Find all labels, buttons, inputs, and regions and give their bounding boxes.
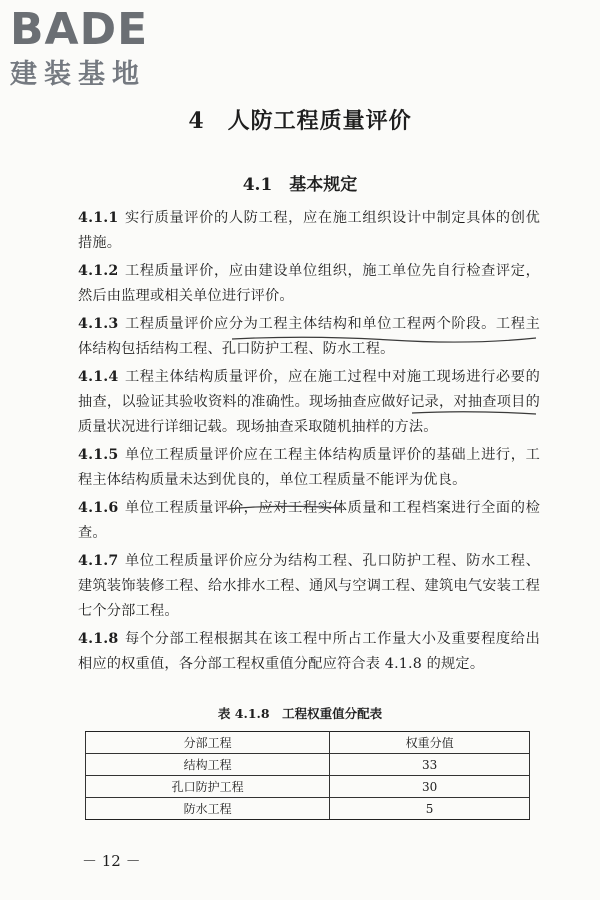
clause-number: 4.1.6 [78, 500, 119, 516]
clause-4-1-8 [78, 627, 540, 677]
clause-text: 实行质量评价的人防工程，应在施工组织设计中制定具体的创优措施。 [78, 210, 540, 251]
clause-text: 工程质量评价，应由建设单位组织，施工单位先自行检查评定，然后由监理或相关单位进行评价。 [78, 263, 540, 304]
pen-underline-mark [410, 408, 540, 418]
table-row [86, 776, 530, 798]
table-header-cell: 权重分值 [330, 732, 530, 754]
clause-number: 4.1.1 [78, 210, 119, 226]
clause-4-1-4 [78, 365, 540, 440]
logo-subtitle: 建装基地 [10, 59, 146, 90]
clause-4-1-1 [78, 206, 540, 256]
clause-number: 4.1.7 [78, 553, 119, 569]
pen-underline-mark [230, 333, 540, 345]
clause-4-1-7 [78, 549, 540, 624]
clause-text: 单位工程质量评价，应对工程实体质量和工程档案进行全面的检查。 [78, 500, 540, 541]
table-cell: 5 [330, 798, 530, 820]
clause-number: 4.1.3 [78, 316, 119, 332]
logo-mark: BADE [10, 4, 149, 55]
page-number: － 12 － [82, 852, 141, 870]
table-header-row [86, 732, 530, 754]
clause-text: 工程质量评价应分为工程主体结构和单位工程两个阶段。工程主体结构包括结构工程、孔口防护工程、防水工程。 [78, 316, 540, 357]
clause-text: 工程主体结构质量评价，应在施工过程中对施工现场进行必要的抽查，以验证其验收资料的准确性。现场抽查应做好记录，对抽查项目的质量状况进行详细记载。现场抽查采取随机抽样的方法。 [78, 369, 540, 435]
table-header-cell: 分部工程 [86, 732, 330, 754]
clause-text: 单位工程质量评价应在工程主体结构质量评价的基础上进行，工程主体结构质量未达到优良的，单位工程质量不能评为优良。 [78, 447, 540, 488]
table-cell: 孔口防护工程 [86, 776, 330, 798]
table-title: 表 4.1.8 工程权重值分配表 [217, 706, 383, 721]
section-title: 4.1 基本规定 [242, 175, 358, 195]
clause-number: 4.1.5 [78, 447, 119, 463]
clause-list [78, 206, 540, 680]
clause-text: 每个分部工程根据其在该工程中所占工作量大小及重要程度给出相应的权重值，各分部工程权重值分配应符合表 4.1.8 的规定。 [78, 631, 540, 672]
clause-4-1-2 [78, 259, 540, 309]
clause-4-1-5 [78, 443, 540, 493]
table-cell: 30 [330, 776, 530, 798]
table-cell: 防水工程 [86, 798, 330, 820]
clause-number: 4.1.2 [78, 263, 119, 279]
table-row [86, 798, 530, 820]
pen-underline-mark [225, 503, 345, 513]
table-cell: 结构工程 [86, 754, 330, 776]
clause-text: 单位工程质量评价应分为结构工程、孔口防护工程、防水工程、建筑装饰装修工程、给水排水工程、通风与空调工程、建筑电气安装工程七个分部工程。 [78, 553, 540, 619]
chapter-title: 4 人防工程质量评价 [188, 108, 412, 134]
logo [10, 6, 185, 92]
table-row [86, 754, 530, 776]
table-cell: 33 [330, 754, 530, 776]
clause-number: 4.1.4 [78, 369, 119, 385]
clause-number: 4.1.8 [78, 631, 119, 647]
weight-table [85, 731, 530, 820]
